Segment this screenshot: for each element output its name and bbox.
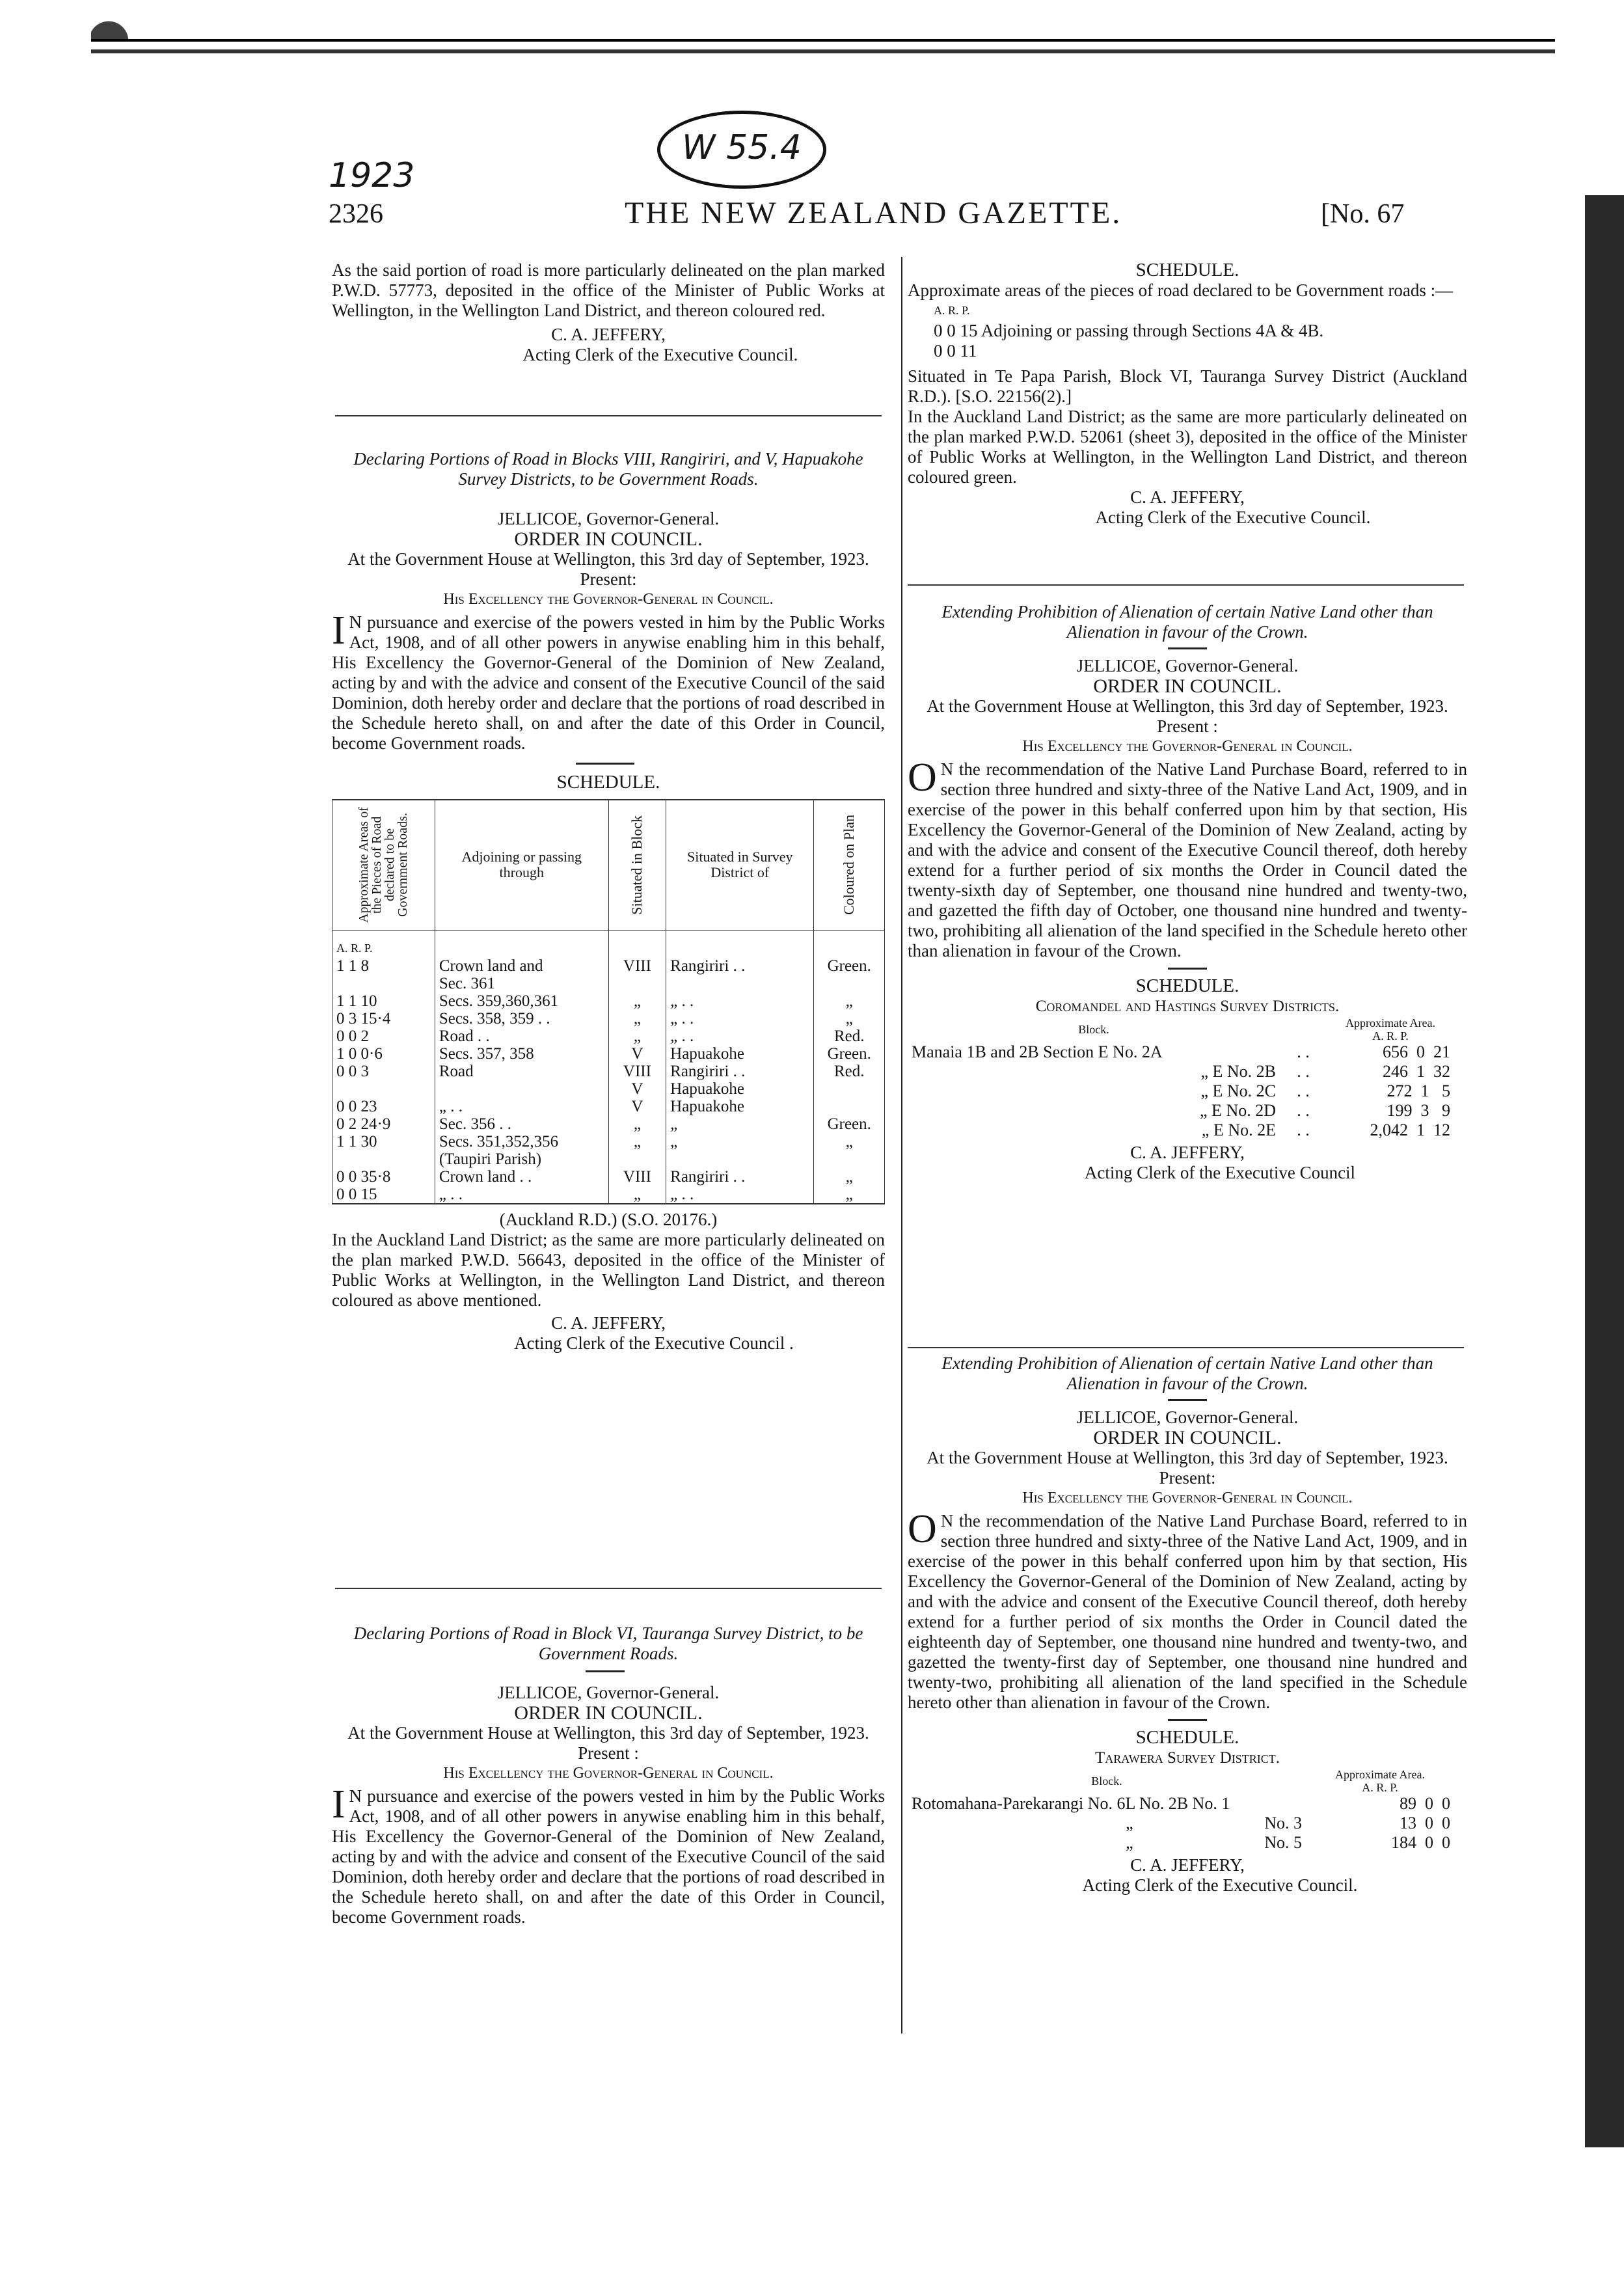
excellency-line: His Excellency the Governor-General in Council. bbox=[1022, 738, 1353, 755]
cell-block: „ E No. 2C bbox=[1200, 1081, 1276, 1100]
divider bbox=[908, 584, 1464, 586]
divider bbox=[908, 1347, 1464, 1348]
cell-through: Secs. 357, 358 bbox=[435, 1045, 608, 1063]
cell-through: Secs. 359,360,361 bbox=[435, 992, 608, 1010]
closing-paragraph: In the Auckland Land District; as the same are more particularly delineated on the plan marked P.W.D. 52061 (sheet 3), deposited in the office of the Minister of Public Works at Wellington, in the Wellington Land District, and thereon coloured green. bbox=[908, 407, 1467, 487]
drop-cap: O bbox=[908, 1507, 937, 1551]
cell-block: „ bbox=[608, 1027, 666, 1045]
signature-name: C. A. JEFFERY, bbox=[551, 1312, 666, 1333]
cell-colour: Red. bbox=[814, 1027, 885, 1045]
notice-1 bbox=[332, 449, 885, 1353]
schedule-table bbox=[908, 1768, 1454, 1853]
closing-paragraph: In the Auckland Land District; as the same are more particularly delineated on the plan marked P.W.D. 56643, deposited in the office of the Minister of Public Works at Wellington, in the Wellington Land District, and thereon coloured as above mentioned. bbox=[332, 1229, 885, 1310]
table-row bbox=[908, 1833, 1454, 1853]
drop-cap: O bbox=[908, 755, 937, 800]
short-rule bbox=[576, 763, 634, 765]
cell-colour: „ bbox=[814, 1010, 885, 1027]
intro-paragraph: As the said portion of road is more particularly delineated on the plan marked P.W.D. 57773, deposited in the office of the Minister of Public Works at Wellington, in the Wellington Land District, and thereon coloured red. bbox=[332, 260, 885, 320]
col-district-header: Situated in Survey District of bbox=[666, 800, 814, 930]
notice-heading: Declaring Portions of Road in Block VI, Tauranga Survey District, to be Government Roads. bbox=[353, 1624, 863, 1663]
table-row bbox=[332, 1045, 885, 1063]
cell-leader: . . bbox=[1297, 1101, 1310, 1120]
notice-heading: Extending Prohibition of Alienation of certain Native Land other than Alienation in favour of the Crown. bbox=[941, 602, 1433, 642]
order-title: ORDER IN COUNCIL. bbox=[1093, 1427, 1282, 1448]
divider bbox=[335, 1588, 882, 1589]
excellency-line: His Excellency the Governor-General in Council. bbox=[443, 591, 774, 608]
schedule-table bbox=[332, 799, 885, 1204]
notice-heading: Declaring Portions of Road in Blocks VIII, Rangiriri, and V, Hapuakohe Survey Districts, to be Government Roads. bbox=[353, 449, 863, 489]
cell-colour bbox=[814, 1098, 885, 1115]
notice-3 bbox=[908, 602, 1467, 1183]
cell-area: 2,042 1 12 bbox=[1370, 1121, 1450, 1139]
signature-name: C. A. JEFFERY, bbox=[1130, 1855, 1245, 1875]
cell-area: 0 0 15 bbox=[332, 1186, 435, 1204]
schedule-district: Tarawera Survey District. bbox=[1094, 1749, 1280, 1767]
governor-line: JELLICOE, Governor-General. bbox=[497, 1683, 720, 1702]
place-date: At the Government House at Wellington, this 3rd day of September, 1923. bbox=[927, 696, 1448, 716]
cell-district: Rangiriri . . bbox=[666, 1168, 814, 1186]
units-row: A. R. P. bbox=[332, 930, 435, 957]
table-row bbox=[908, 1101, 1454, 1121]
cell-through: Secs. 358, 359 . . bbox=[435, 1010, 608, 1027]
cell-through: (Taupiri Parish) bbox=[435, 1150, 608, 1168]
units-row: A. R. P. bbox=[934, 304, 970, 317]
short-rule bbox=[1168, 1399, 1207, 1401]
body-text: N the recommendation of the Native Land Purchase Board, referred to in section three hundred and sixty-three of the Native Land Act, 1909, and in exercise of the power in this behalf conferred upon him by that section, His Excellency the Governor-General of the Dominion of New Zealand, acting by and with the advice and consent of the Executive Council thereof, doth hereby extend for a further period of six months the Order in Council dated the eighteenth day of September, one thousand nine hundred and twenty-two, and gazetted the twenty-first day of September, one thousand nine hundred and twenty-two, prohibiting all alienation of the land specified in the Schedule hereto other than alienation in favour of the Crown. bbox=[908, 1511, 1467, 1712]
cell-area: 656 0 21 bbox=[1383, 1042, 1450, 1061]
cell-area: 246 1 32 bbox=[1383, 1062, 1450, 1081]
signature-title: Acting Clerk of the Executive Council . bbox=[514, 1333, 794, 1353]
cell-colour: „ bbox=[814, 1168, 885, 1186]
notice-body bbox=[332, 608, 885, 754]
cell-area: 0 2 24·9 bbox=[332, 1115, 435, 1133]
cell-area: 13 0 0 bbox=[1400, 1814, 1450, 1832]
present-label: Present : bbox=[1157, 716, 1218, 736]
cell-through: Sec. 361 bbox=[435, 975, 608, 992]
cell-block: VIII bbox=[608, 1168, 666, 1186]
area-row: 0 0 11 bbox=[934, 341, 977, 360]
cell-area: 0 3 15·4 bbox=[332, 1010, 435, 1027]
cell-district: „ . . bbox=[666, 1027, 814, 1045]
cell-colour: „ bbox=[814, 1133, 885, 1150]
cell-block: Manaia 1B and 2B Section E No. 2A bbox=[912, 1042, 1163, 1061]
cell-district: Hapuakohe bbox=[666, 1098, 814, 1115]
cell-block bbox=[608, 1150, 666, 1168]
cell-through: Crown land and bbox=[435, 957, 608, 975]
body-text: N the recommendation of the Native Land Purchase Board, referred to in section three hundred and sixty-three of the Native Land Act, 1909, and in exercise of the power in this behalf conferred upon him by that section, His Excellency the Governor-General of the Dominion of New Zealand, acting by and with the advice and consent of the Executive Council thereof, doth hereby extend for a further period of six months the Order in Council dated the twenty-sixth day of September, one thousand nine hundred and twenty-two, and gazetted the fifth day of October, one thousand nine hundred and twenty-two, prohibiting all alienation of the land specified in the Schedule hereto other than alienation in favour of the Crown. bbox=[908, 759, 1467, 960]
cell-through: Secs. 351,352,356 bbox=[435, 1133, 608, 1150]
schedule-intro: Approximate areas of the pieces of road declared to be Government roads :— bbox=[908, 280, 1454, 300]
cell-block: VIII bbox=[608, 1063, 666, 1080]
cell-area: 0 0 3 bbox=[332, 1063, 435, 1080]
cell-block: Rotomahana-Parekarangi No. 6L No. 2B No. 1 bbox=[912, 1794, 1230, 1813]
table-row bbox=[332, 1150, 885, 1168]
cell-block: VIII bbox=[608, 957, 666, 975]
body-text: N pursuance and exercise of the powers vested in him by the Public Works Act, 1908, and of all other powers in anywise enabling him in this behalf, His Excellency the Governor-General of the Dominion of New Zealand, acting by and with the advice and consent of the Executive Council of the said Dominion, doth hereby order and declare that the portions of road described in the Schedule hereto shall, on and after the date of this Order in Council, become Government roads. bbox=[332, 1786, 885, 1927]
cell-district: Rangiriri . . bbox=[666, 1063, 814, 1080]
governor-line: JELLICOE, Governor-General. bbox=[1076, 656, 1299, 675]
short-rule bbox=[1168, 1719, 1207, 1721]
col-area-header: Approximate Areas of the Pieces of Road declared to be Government Roads. bbox=[332, 800, 435, 930]
governor-line: JELLICOE, Governor-General. bbox=[497, 509, 720, 528]
cell-colour: „ bbox=[814, 1186, 885, 1204]
column-divider bbox=[901, 257, 902, 2033]
cell-area: 1 0 0·6 bbox=[332, 1045, 435, 1063]
short-rule bbox=[1168, 647, 1207, 649]
signature-title: Acting Clerk of the Executive Council. bbox=[522, 345, 798, 364]
table-row bbox=[332, 1115, 885, 1133]
cell-area: 0 0 2 bbox=[332, 1027, 435, 1045]
order-title: ORDER IN COUNCIL. bbox=[514, 528, 703, 550]
col-block-header: Block. bbox=[1091, 1774, 1122, 1788]
cell-through bbox=[435, 1080, 608, 1098]
cell-block: V bbox=[608, 1080, 666, 1098]
cell-district: Rangiriri . . bbox=[666, 957, 814, 975]
place-date: At the Government House at Wellington, this 3rd day of September, 1923. bbox=[927, 1448, 1448, 1467]
cell-district: „ bbox=[666, 1115, 814, 1133]
cell-district: „ . . bbox=[666, 1186, 814, 1204]
schedule-title: SCHEDULE. bbox=[1135, 260, 1239, 280]
col-colour-header: Coloured on Plan bbox=[814, 800, 885, 930]
signature-name: C. A. JEFFERY, bbox=[1130, 1143, 1245, 1162]
cell-through: Road bbox=[435, 1063, 608, 1080]
col-block-header: Situated in Block bbox=[608, 800, 666, 930]
signature-title: Acting Clerk of the Executive Council bbox=[1084, 1163, 1356, 1182]
col-block-header: Block. bbox=[1078, 1023, 1109, 1036]
cell-through: Road . . bbox=[435, 1027, 608, 1045]
col-through-header: Adjoining or passing through bbox=[435, 800, 608, 930]
cell-leader: . . bbox=[1297, 1042, 1310, 1061]
table-row bbox=[332, 1080, 885, 1098]
present-label: Present: bbox=[580, 569, 637, 589]
drop-cap: I bbox=[332, 1782, 345, 1827]
cell-colour: Green. bbox=[814, 957, 885, 975]
issue-number: [No. 67 bbox=[1321, 199, 1405, 229]
area-row: 0 0 15 Adjoining or passing through Sections 4A & 4B. bbox=[934, 321, 1324, 340]
signature-title: Acting Clerk of the Executive Council. bbox=[1095, 508, 1371, 527]
cell-leader: . . bbox=[1297, 1062, 1310, 1081]
cell-district: Hapuakohe bbox=[666, 1045, 814, 1063]
cell-colour bbox=[814, 975, 885, 992]
page-number: 2326 bbox=[329, 199, 383, 229]
cell-block: V bbox=[608, 1045, 666, 1063]
drop-cap: I bbox=[332, 608, 345, 653]
table-row bbox=[332, 1133, 885, 1150]
schedule-table bbox=[908, 1016, 1454, 1140]
page-edge-shadow bbox=[1568, 195, 1624, 2147]
table-row bbox=[332, 1098, 885, 1115]
cell-district bbox=[666, 975, 814, 992]
cell-area bbox=[332, 1080, 435, 1098]
situated-line: Situated in Te Papa Parish, Block VI, Tauranga Survey District (Auckland R.D.). [S.O. 22156(2).] bbox=[908, 366, 1467, 406]
table-row bbox=[908, 1042, 1454, 1062]
cell-area: 184 0 0 bbox=[1391, 1833, 1450, 1852]
governor-line: JELLICOE, Governor-General. bbox=[1076, 1407, 1299, 1427]
notice-2 bbox=[332, 1624, 885, 1927]
cell-area bbox=[332, 975, 435, 992]
table-row bbox=[908, 1794, 1454, 1814]
cell-area bbox=[332, 1150, 435, 1168]
table-row bbox=[332, 975, 885, 992]
cell-district: „ . . bbox=[666, 992, 814, 1010]
col-area-header: Approximate Area. A. R. P. bbox=[1335, 1768, 1425, 1794]
cell-district: „ bbox=[666, 1133, 814, 1150]
notice-4 bbox=[908, 1353, 1467, 1896]
short-rule bbox=[1168, 968, 1207, 970]
excellency-line: His Excellency the Governor-General in Council. bbox=[443, 1765, 774, 1782]
schedule-title: SCHEDULE. bbox=[556, 772, 660, 793]
cell-leader: . . bbox=[1297, 1081, 1310, 1100]
cell-block: „ No. 3 bbox=[1126, 1814, 1302, 1832]
cell-area: 1 1 10 bbox=[332, 992, 435, 1010]
present-label: Present : bbox=[578, 1743, 639, 1763]
cell-through: Sec. 356 . . bbox=[435, 1115, 608, 1133]
cell-block: „ bbox=[608, 992, 666, 1010]
table-row bbox=[332, 1186, 885, 1204]
cell-colour bbox=[814, 1080, 885, 1098]
body-text: N pursuance and exercise of the powers vested in him by the Public Works Act, 1908, and of all other powers in anywise enabling him in this behalf, His Excellency the Governor-General of the Dominion of New Zealand, acting by and with the advice and consent of the Executive Council of the said Dominion, doth hereby order and declare that the portions of road described in the Schedule hereto shall, on and after the date of this Order in Council, become Government roads. bbox=[332, 612, 885, 753]
cell-block bbox=[608, 975, 666, 992]
table-row bbox=[332, 992, 885, 1010]
cell-colour: „ bbox=[814, 992, 885, 1010]
schedule-district: Coromandel and Hastings Survey Districts. bbox=[1035, 998, 1340, 1015]
cell-through: „ . . bbox=[435, 1098, 608, 1115]
order-title: ORDER IN COUNCIL. bbox=[514, 1702, 703, 1724]
signature-name: C. A. JEFFERY, bbox=[1130, 487, 1245, 507]
cell-colour: Green. bbox=[814, 1115, 885, 1133]
schedule-title: SCHEDULE. bbox=[1135, 1727, 1239, 1748]
table-row bbox=[332, 957, 885, 975]
col-area-header: Approximate Area. A. R. P. bbox=[1346, 1016, 1435, 1042]
cell-block: „ E No. 2D bbox=[1200, 1101, 1276, 1120]
handwritten-year: 1923 bbox=[329, 156, 415, 195]
cell-area: 1 1 30 bbox=[332, 1133, 435, 1150]
table-row bbox=[908, 1081, 1454, 1101]
divider bbox=[335, 415, 882, 416]
cell-block: „ No. 5 bbox=[1126, 1833, 1302, 1852]
signature-title: Acting Clerk of the Executive Council. bbox=[1082, 1875, 1358, 1895]
schedule-refs: (Auckland R.D.) (S.O. 20176.) bbox=[499, 1209, 718, 1229]
cell-through: „ . . bbox=[435, 1186, 608, 1204]
cell-area: 0 0 35·8 bbox=[332, 1168, 435, 1186]
archive-stamp: W 55.4 bbox=[657, 111, 826, 189]
cell-colour: Red. bbox=[814, 1063, 885, 1080]
table-row bbox=[332, 1063, 885, 1080]
cell-colour bbox=[814, 1150, 885, 1168]
cell-leader: . . bbox=[1297, 1121, 1310, 1139]
short-rule bbox=[586, 1670, 625, 1672]
cell-district bbox=[666, 1150, 814, 1168]
notice-body bbox=[332, 1782, 885, 1927]
cell-block: „ E No. 2B bbox=[1200, 1062, 1276, 1081]
cell-through: Crown land . . bbox=[435, 1168, 608, 1186]
cell-area: 272 1 5 bbox=[1387, 1081, 1450, 1100]
top-border bbox=[91, 39, 1555, 65]
cell-area: 199 3 9 bbox=[1387, 1101, 1450, 1120]
table-row bbox=[332, 1168, 885, 1186]
schedule-a bbox=[908, 260, 1467, 528]
place-date: At the Government House at Wellington, this 3rd day of September, 1923. bbox=[347, 549, 869, 569]
schedule-title: SCHEDULE. bbox=[1135, 975, 1239, 996]
notice-body bbox=[908, 755, 1467, 961]
cell-area: 1 1 8 bbox=[332, 957, 435, 975]
table-row bbox=[908, 1121, 1454, 1140]
left-column bbox=[332, 260, 885, 365]
table-row bbox=[908, 1814, 1454, 1833]
cell-block: V bbox=[608, 1098, 666, 1115]
notice-heading: Extending Prohibition of Alienation of certain Native Land other than Alienation in favour of the Crown. bbox=[941, 1353, 1433, 1393]
cell-area: 89 0 0 bbox=[1400, 1794, 1450, 1813]
order-title: ORDER IN COUNCIL. bbox=[1093, 675, 1282, 697]
cell-district: „ . . bbox=[666, 1010, 814, 1027]
cell-block: „ bbox=[608, 1186, 666, 1204]
present-label: Present: bbox=[1159, 1468, 1216, 1488]
cell-district: Hapuakohe bbox=[666, 1080, 814, 1098]
table-row bbox=[332, 1027, 885, 1045]
cell-block: „ bbox=[608, 1133, 666, 1150]
signature-name: C. A. JEFFERY, bbox=[551, 325, 666, 344]
cell-area: 0 0 23 bbox=[332, 1098, 435, 1115]
table-row bbox=[332, 1010, 885, 1027]
cell-block: „ bbox=[608, 1115, 666, 1133]
cell-block: „ bbox=[608, 1010, 666, 1027]
notice-body bbox=[908, 1507, 1467, 1713]
cell-colour: Green. bbox=[814, 1045, 885, 1063]
cell-block: „ E No. 2E bbox=[1201, 1121, 1276, 1139]
excellency-line: His Excellency the Governor-General in Council. bbox=[1022, 1489, 1353, 1506]
table-row bbox=[908, 1062, 1454, 1081]
place-date: At the Government House at Wellington, this 3rd day of September, 1923. bbox=[347, 1723, 869, 1743]
gazette-title: THE NEW ZEALAND GAZETTE. bbox=[625, 196, 1122, 230]
